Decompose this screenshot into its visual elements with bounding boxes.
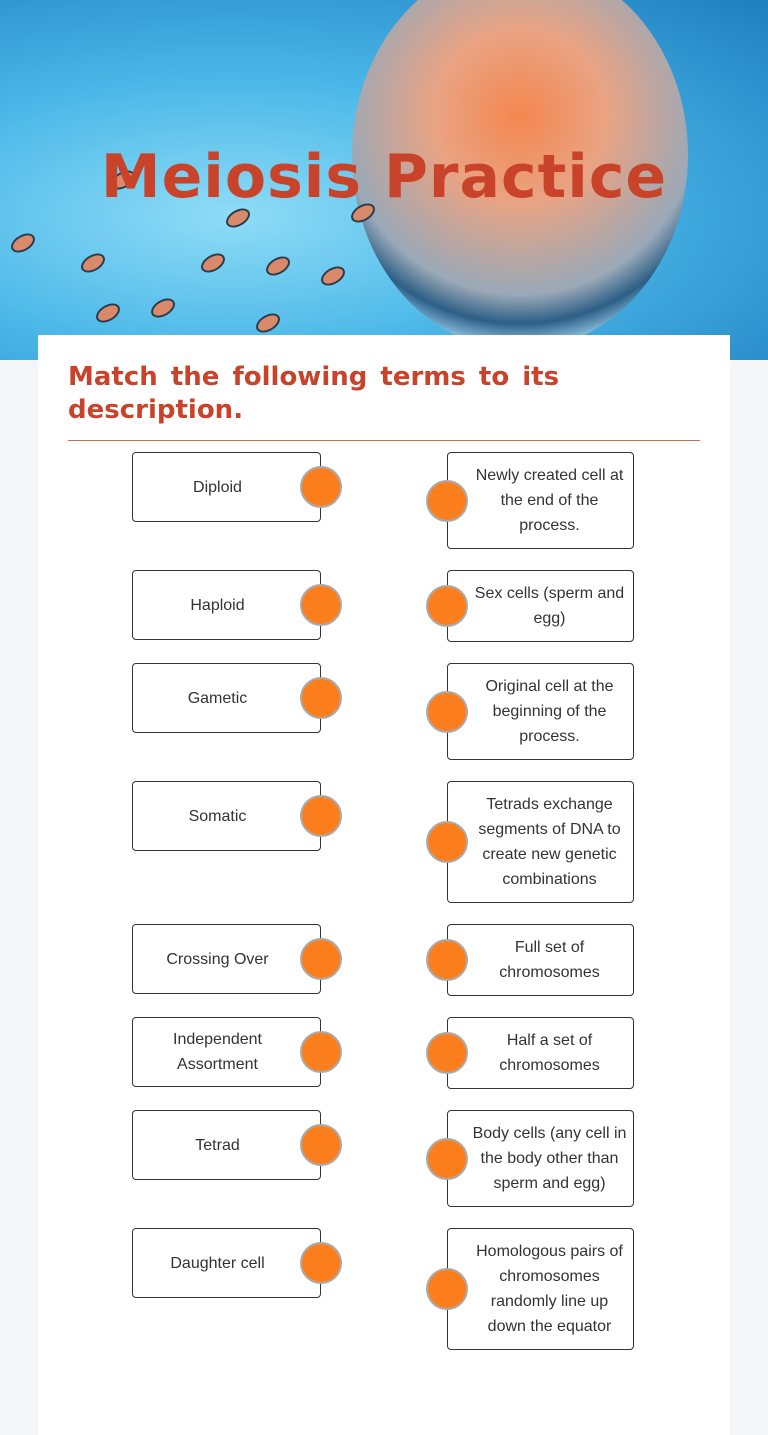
matching-area <box>38 452 730 1371</box>
term-box[interactable] <box>132 781 321 851</box>
description-box[interactable] <box>447 1228 634 1350</box>
term-box[interactable] <box>132 1017 321 1087</box>
term-connector-dot[interactable] <box>300 938 342 980</box>
term-box[interactable] <box>132 663 321 733</box>
description-label: Sex cells (sperm and egg) <box>474 585 625 627</box>
sperm-illustration <box>198 250 229 277</box>
description-label: Full set of chromosomes <box>499 939 600 981</box>
description-box[interactable] <box>447 1110 634 1207</box>
term-label: Tetrad <box>195 1136 240 1154</box>
term-connector-dot[interactable] <box>300 677 342 719</box>
question-heading: Match the following terms to its description. <box>68 362 560 425</box>
sperm-illustration <box>93 300 124 327</box>
match-row <box>38 1228 730 1350</box>
description-connector-dot[interactable] <box>426 821 468 863</box>
term-label: Crossing Over <box>166 950 269 968</box>
description-connector-dot[interactable] <box>426 480 468 522</box>
term-connector-dot[interactable] <box>300 1124 342 1166</box>
term-connector-dot[interactable] <box>300 1242 342 1284</box>
description-label: Half a set of chromosomes <box>499 1032 600 1074</box>
match-row <box>38 452 730 549</box>
term-label: Diploid <box>193 478 242 496</box>
sperm-illustration <box>78 250 109 277</box>
sperm-illustration <box>318 263 349 290</box>
term-label: Somatic <box>188 807 247 825</box>
term-connector-dot[interactable] <box>300 584 342 626</box>
term-box[interactable] <box>132 452 321 522</box>
divider <box>68 440 700 441</box>
match-row <box>38 781 730 903</box>
description-box[interactable] <box>447 663 634 760</box>
description-label: Newly created cell at the end of the process. <box>475 467 624 534</box>
term-label: Gametic <box>187 689 248 707</box>
match-row <box>38 1110 730 1207</box>
term-connector-dot[interactable] <box>300 466 342 508</box>
term-label: Independent Assortment <box>173 1031 262 1073</box>
term-label: Haploid <box>190 596 245 614</box>
description-box[interactable] <box>447 1017 634 1089</box>
sperm-illustration <box>253 310 284 337</box>
sperm-illustration <box>263 253 294 280</box>
description-label: Body cells (any cell in the body other than sperm and egg) <box>472 1125 627 1192</box>
page-title: Meiosis Practice <box>100 142 668 212</box>
description-box[interactable] <box>447 452 634 549</box>
sperm-illustration <box>148 295 179 322</box>
description-label: Homologous pairs of chromosomes randomly line up down the equator <box>476 1243 623 1335</box>
term-box[interactable] <box>132 570 321 640</box>
description-connector-dot[interactable] <box>426 1138 468 1180</box>
sperm-illustration <box>8 230 39 257</box>
match-row <box>38 663 730 760</box>
term-connector-dot[interactable] <box>300 1031 342 1073</box>
match-row <box>38 1017 730 1089</box>
description-connector-dot[interactable] <box>426 585 468 627</box>
description-connector-dot[interactable] <box>426 1032 468 1074</box>
description-box[interactable] <box>447 924 634 996</box>
description-box[interactable] <box>447 781 634 903</box>
description-connector-dot[interactable] <box>426 939 468 981</box>
match-row <box>38 570 730 642</box>
term-box[interactable] <box>132 924 321 994</box>
term-box[interactable] <box>132 1228 321 1298</box>
description-connector-dot[interactable] <box>426 691 468 733</box>
term-box[interactable] <box>132 1110 321 1180</box>
match-row <box>38 924 730 996</box>
description-connector-dot[interactable] <box>426 1268 468 1310</box>
description-label: Tetrads exchange segments of DNA to create new genetic combinations <box>478 796 621 888</box>
worksheet-card <box>38 335 730 1435</box>
description-label: Original cell at the beginning of the process. <box>485 678 614 745</box>
term-connector-dot[interactable] <box>300 795 342 837</box>
term-label: Daughter cell <box>170 1254 265 1272</box>
description-box[interactable] <box>447 570 634 642</box>
